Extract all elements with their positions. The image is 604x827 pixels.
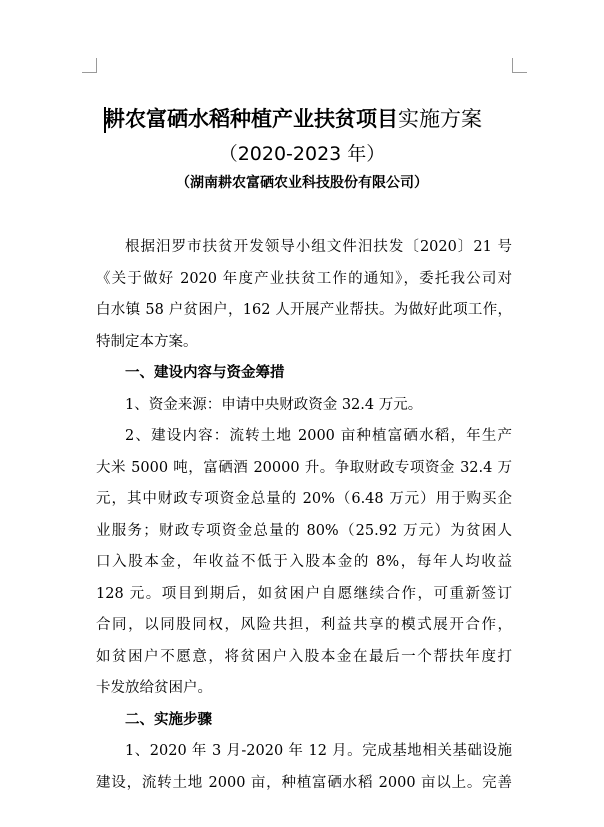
page-corner-mark-top-right (512, 58, 527, 73)
document-body[interactable] (96, 232, 512, 799)
company-name: （湖南耕农富硒农业科技股份有限公司） (176, 175, 428, 191)
content-line: 2、建设内容：流转土地 2000 亩种植富硒水稻，年生产 (125, 428, 512, 444)
document-title[interactable] (104, 104, 524, 134)
content-line: 口入股本金，年收益不低于入股本金的 8%，每年人均收益 (96, 554, 512, 570)
content-line: 业服务；财政专项资金总量的 80%（25.92 万元）为贫困人 (96, 522, 512, 539)
section-heading-2: 二、实施步骤 (125, 711, 212, 728)
content-line: 合同，以同股同权，风险共担，利益共享的模式展开合作， (96, 617, 512, 633)
section-heading-1: 一、建设内容与资金筹措 (125, 365, 285, 381)
intro-line: 白水镇 58 户贫困户，162 人开展产业帮扶。为做好此项工作， (96, 302, 512, 318)
funding-source-item: 1、资金来源：申请中央财政资金 32.4 万元。 (125, 396, 423, 413)
content-line: 大米 5000 吨，富硒酒 20000 升。争取财政专项资金 32.4 万 (96, 459, 512, 476)
content-line: 卡发放给贫困户。 (96, 680, 212, 696)
step-line: 建设，流转土地 2000 亩，种植富硒水稻 2000 亩以上。完善 (96, 774, 512, 791)
intro-line: 《关于做好 2020 年度产业扶贫工作的通知》，委托我公司对 (96, 270, 512, 287)
document-title-bold: 耕农富硒水稻种植产业扶贫项目 (104, 107, 398, 131)
intro-line: 根据汨罗市扶贫开发领导小组文件汨扶发〔2020〕21 号 (125, 239, 512, 255)
document-title-regular: 实施方案 (398, 107, 482, 131)
step-line: 1、2020 年 3 月-2020 年 12 月。完成基地相关基础设施 (125, 743, 512, 759)
content-line: 元，其中财政专项资金总量的 20%（6.48 万元）用于购买企 (96, 491, 512, 507)
document-years: （2020-2023 年） (218, 143, 386, 165)
content-line: 128 元。项目到期后，如贫困户自愿继续合作，可重新签订 (96, 585, 512, 602)
page-corner-mark-top-left (82, 58, 97, 73)
intro-line: 特制定本方案。 (96, 333, 198, 350)
content-line: 如贫困户不愿意，将贫困户入股本金在最后一个帮扶年度打 (96, 648, 512, 665)
